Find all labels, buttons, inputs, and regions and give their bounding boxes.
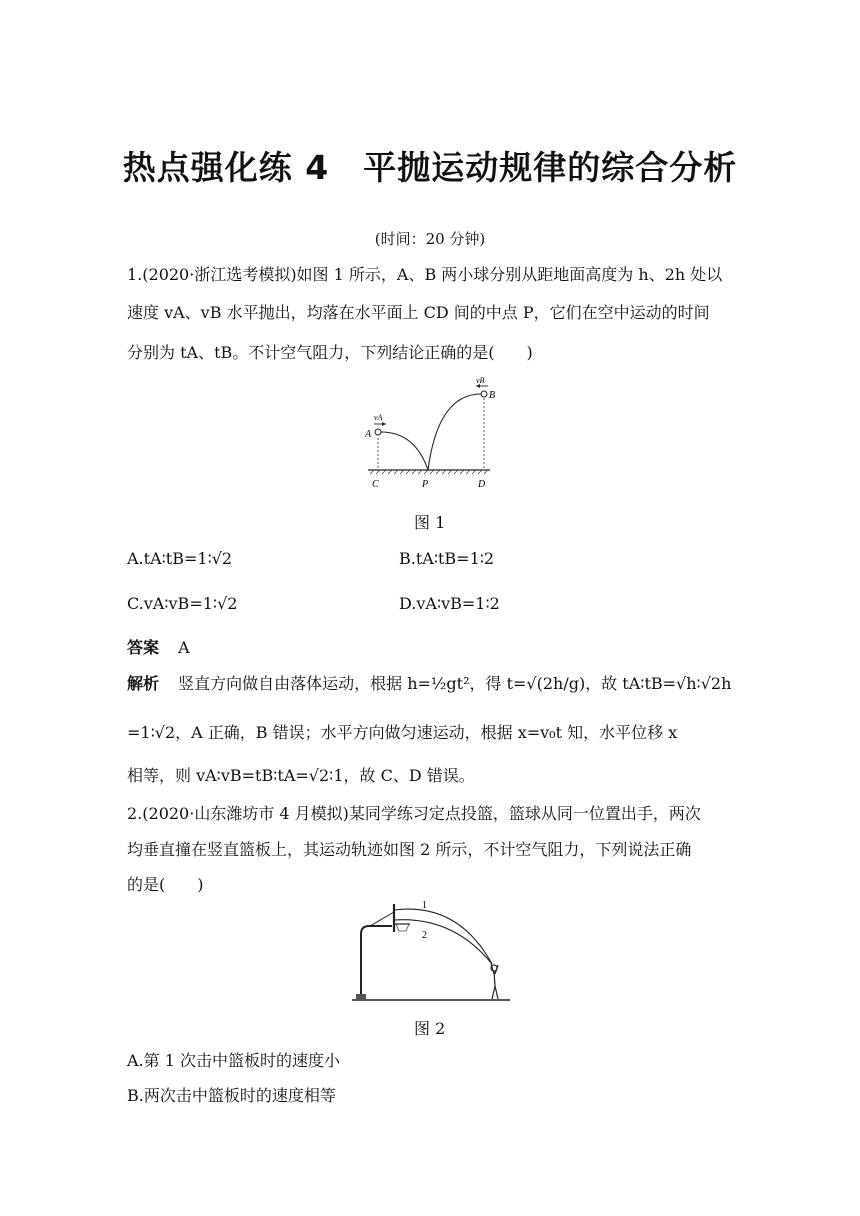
trajectory-1 [394,909,492,964]
figure-1 [360,374,500,494]
q1-line-3: 分别为 tA、tB。不计空气阻力，下列结论正确的是( ) [127,343,533,362]
figure-2 [348,898,518,1008]
q2-option-b: B.两次击中篮板时的速度相等 [127,1086,336,1105]
q1-answer [127,635,190,658]
answer-label: 答案 [127,638,160,657]
arrowhead-va [382,422,386,426]
figure-1-caption: 图 1 [414,513,446,532]
hoop-brace [370,912,394,926]
ball-b [481,391,487,397]
label-c: C [372,479,379,490]
label-va: vA [374,413,383,422]
hoop-base [356,994,366,1000]
q1-option-a: A.tA∶tB=1∶√2 [127,549,233,568]
ball-a [375,429,381,435]
label-trajectory-2: 2 [422,930,427,941]
analysis-label: 解析 [127,674,160,693]
label-d: D [478,479,486,490]
q1-option-d: D.vA∶vB=1∶2 [399,594,500,613]
q2-line-2: 均垂直撞在竖直篮板上，其运动轨迹如图 2 所示，不计空气阻力，下列说法正确 [127,840,692,859]
label-b: B [489,390,496,401]
label-vb: vB [476,376,485,385]
q1-option-c: C.vA∶vB=1∶√2 [127,594,238,613]
label-a: A [365,429,372,440]
q2-line-1: 2.(2020·山东潍坊市 4 月模拟)某同学练习定点投篮，篮球从同一位置出手，两次 [127,804,701,823]
answer-value: A [178,638,190,657]
q1-option-b: B.tA∶tB=1∶2 [399,549,495,568]
q1-line-1: 1.(2020·浙江选考模拟)如图 1 所示，A、B 两小球分别从距地面高度为 h、2h 处以 [127,265,723,284]
q2-line-3: 的是( ) [127,875,204,894]
q1-analysis-line-1 [127,671,731,694]
label-p: P [422,479,429,490]
q1-line-2: 速度 vA、vB 水平抛出，均落在水平面上 CD 间的中点 P，它们在空中运动的时间 [127,303,710,322]
q2-option-a: A.第 1 次击中篮板时的速度小 [127,1051,340,1070]
player-figure [491,964,498,999]
time-note: (时间：20 分钟) [374,230,486,248]
figure-2-caption: 图 2 [414,1019,446,1038]
page-title: 热点强化练 4 平抛运动规律的综合分析 [122,148,738,187]
analysis-text-1: 竖直方向做自由落体运动，根据 h=½gt²，得 t=√(2h/g)，故 tA∶tB=√h∶√2h [178,674,732,693]
net [396,924,409,931]
trajectory-a [381,432,428,470]
q1-analysis-line-2: =1∶√2，A 正确，B 错误；水平方向做匀速运动，根据 x=v₀t 知，水平位移 x [127,723,678,742]
label-trajectory-1: 1 [422,900,427,911]
ground-hatching [370,470,488,474]
hoop-pole [361,926,392,994]
q1-analysis-line-3: 相等，则 vA∶vB=tB∶tA=√2∶1，故 C、D 错误。 [127,766,475,785]
trajectory-b [428,394,481,470]
